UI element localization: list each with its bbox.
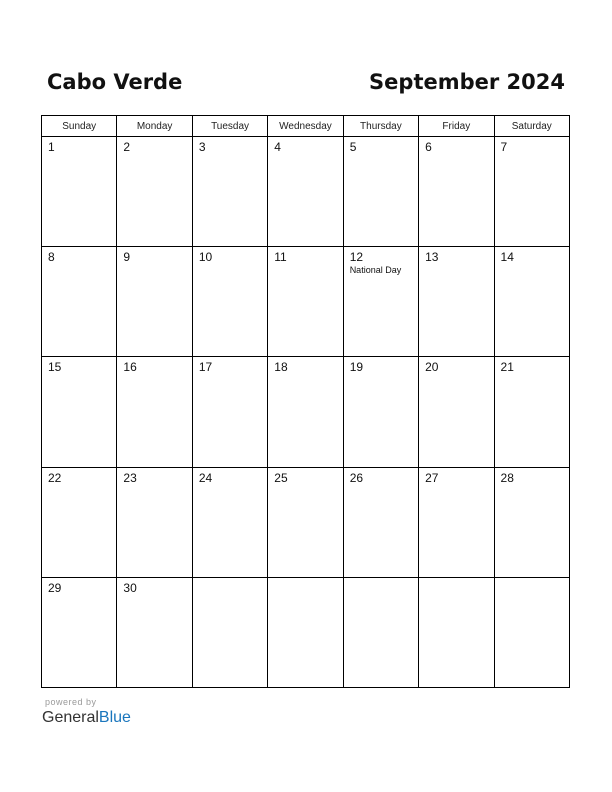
weekday-friday: Friday — [419, 116, 494, 137]
day-cell — [192, 467, 267, 577]
brand-blue-text: Blue — [98, 709, 131, 726]
day-number: 27 — [425, 470, 439, 485]
weekday-wednesday: Wednesday — [268, 116, 343, 137]
day-number: 8 — [48, 250, 55, 265]
day-cell — [268, 137, 343, 247]
day-number: 2 — [123, 140, 131, 154]
day-cell-holiday — [343, 247, 418, 357]
brand-general-text: General — [42, 709, 99, 726]
day-number — [268, 578, 342, 581]
day-number — [344, 578, 418, 581]
day-cell — [117, 137, 192, 247]
day-cell — [494, 137, 569, 247]
day-cell — [42, 467, 117, 577]
holiday-label: National Day — [349, 265, 402, 276]
day-number: 4 — [274, 140, 281, 154]
day-cell-empty — [268, 577, 343, 687]
day-cell — [117, 467, 192, 577]
weekday-saturday: Saturday — [494, 116, 569, 137]
day-number: 18 — [274, 360, 288, 375]
week-row — [42, 137, 570, 247]
week-row — [42, 577, 570, 687]
day-number — [495, 578, 569, 581]
week-row — [42, 247, 570, 357]
day-cell — [419, 357, 494, 467]
day-cell — [117, 247, 192, 357]
day-cell-empty — [343, 577, 418, 687]
day-cell — [494, 357, 569, 467]
day-number: 24 — [198, 470, 213, 485]
day-cell-empty — [419, 577, 494, 687]
month-year-title: September 2024 — [369, 70, 565, 94]
day-number: 3 — [198, 140, 206, 154]
day-number: 10 — [198, 250, 213, 265]
day-cell — [117, 577, 192, 687]
weekday-thursday: Thursday — [343, 116, 418, 137]
week-row — [42, 357, 570, 467]
day-cell — [343, 467, 418, 577]
day-cell — [268, 357, 343, 467]
day-number: 30 — [123, 580, 137, 595]
day-number: 1 — [48, 140, 55, 154]
day-cell-empty — [192, 577, 267, 687]
day-number: 17 — [198, 360, 213, 375]
day-number: 15 — [48, 360, 62, 375]
weekday-tuesday: Tuesday — [192, 116, 267, 137]
day-number: 5 — [349, 140, 357, 154]
day-number: 14 — [500, 250, 514, 265]
day-cell — [494, 247, 569, 357]
day-number: 25 — [274, 470, 288, 485]
day-number: 16 — [123, 360, 137, 375]
day-number: 11 — [274, 250, 287, 265]
powered-by-label: powered by — [45, 697, 97, 707]
calendar-grid — [41, 115, 570, 688]
generalblue-logo[interactable] — [42, 709, 131, 727]
day-cell — [42, 357, 117, 467]
day-number — [419, 578, 493, 581]
day-cell — [42, 137, 117, 247]
day-cell — [268, 247, 343, 357]
day-cell — [494, 467, 569, 577]
day-cell — [117, 357, 192, 467]
week-row — [42, 467, 570, 577]
day-cell — [419, 247, 494, 357]
day-cell — [192, 247, 267, 357]
day-number: 7 — [500, 140, 508, 154]
weekday-sunday: Sunday — [42, 116, 117, 137]
day-number: 12 — [349, 250, 364, 265]
day-cell — [42, 577, 117, 687]
day-cell — [419, 137, 494, 247]
day-cell — [268, 467, 343, 577]
day-cell-empty — [494, 577, 569, 687]
day-number: 21 — [500, 360, 514, 375]
day-number: 13 — [425, 250, 439, 265]
day-cell — [343, 357, 418, 467]
day-number: 23 — [123, 470, 137, 485]
day-number: 28 — [500, 470, 514, 485]
day-cell — [419, 467, 494, 577]
day-number: 9 — [123, 250, 131, 265]
day-number — [193, 578, 267, 581]
day-number: 22 — [48, 470, 62, 485]
day-number: 6 — [425, 140, 432, 154]
day-cell — [192, 137, 267, 247]
day-number: 19 — [349, 360, 364, 375]
day-number: 29 — [48, 580, 62, 595]
day-cell — [42, 247, 117, 357]
day-number: 20 — [425, 360, 439, 375]
day-cell — [343, 137, 418, 247]
country-title: Cabo Verde — [47, 70, 183, 94]
weekday-header-row — [42, 116, 570, 137]
weekday-monday: Monday — [117, 116, 192, 137]
day-number: 26 — [349, 470, 364, 485]
day-cell — [192, 357, 267, 467]
